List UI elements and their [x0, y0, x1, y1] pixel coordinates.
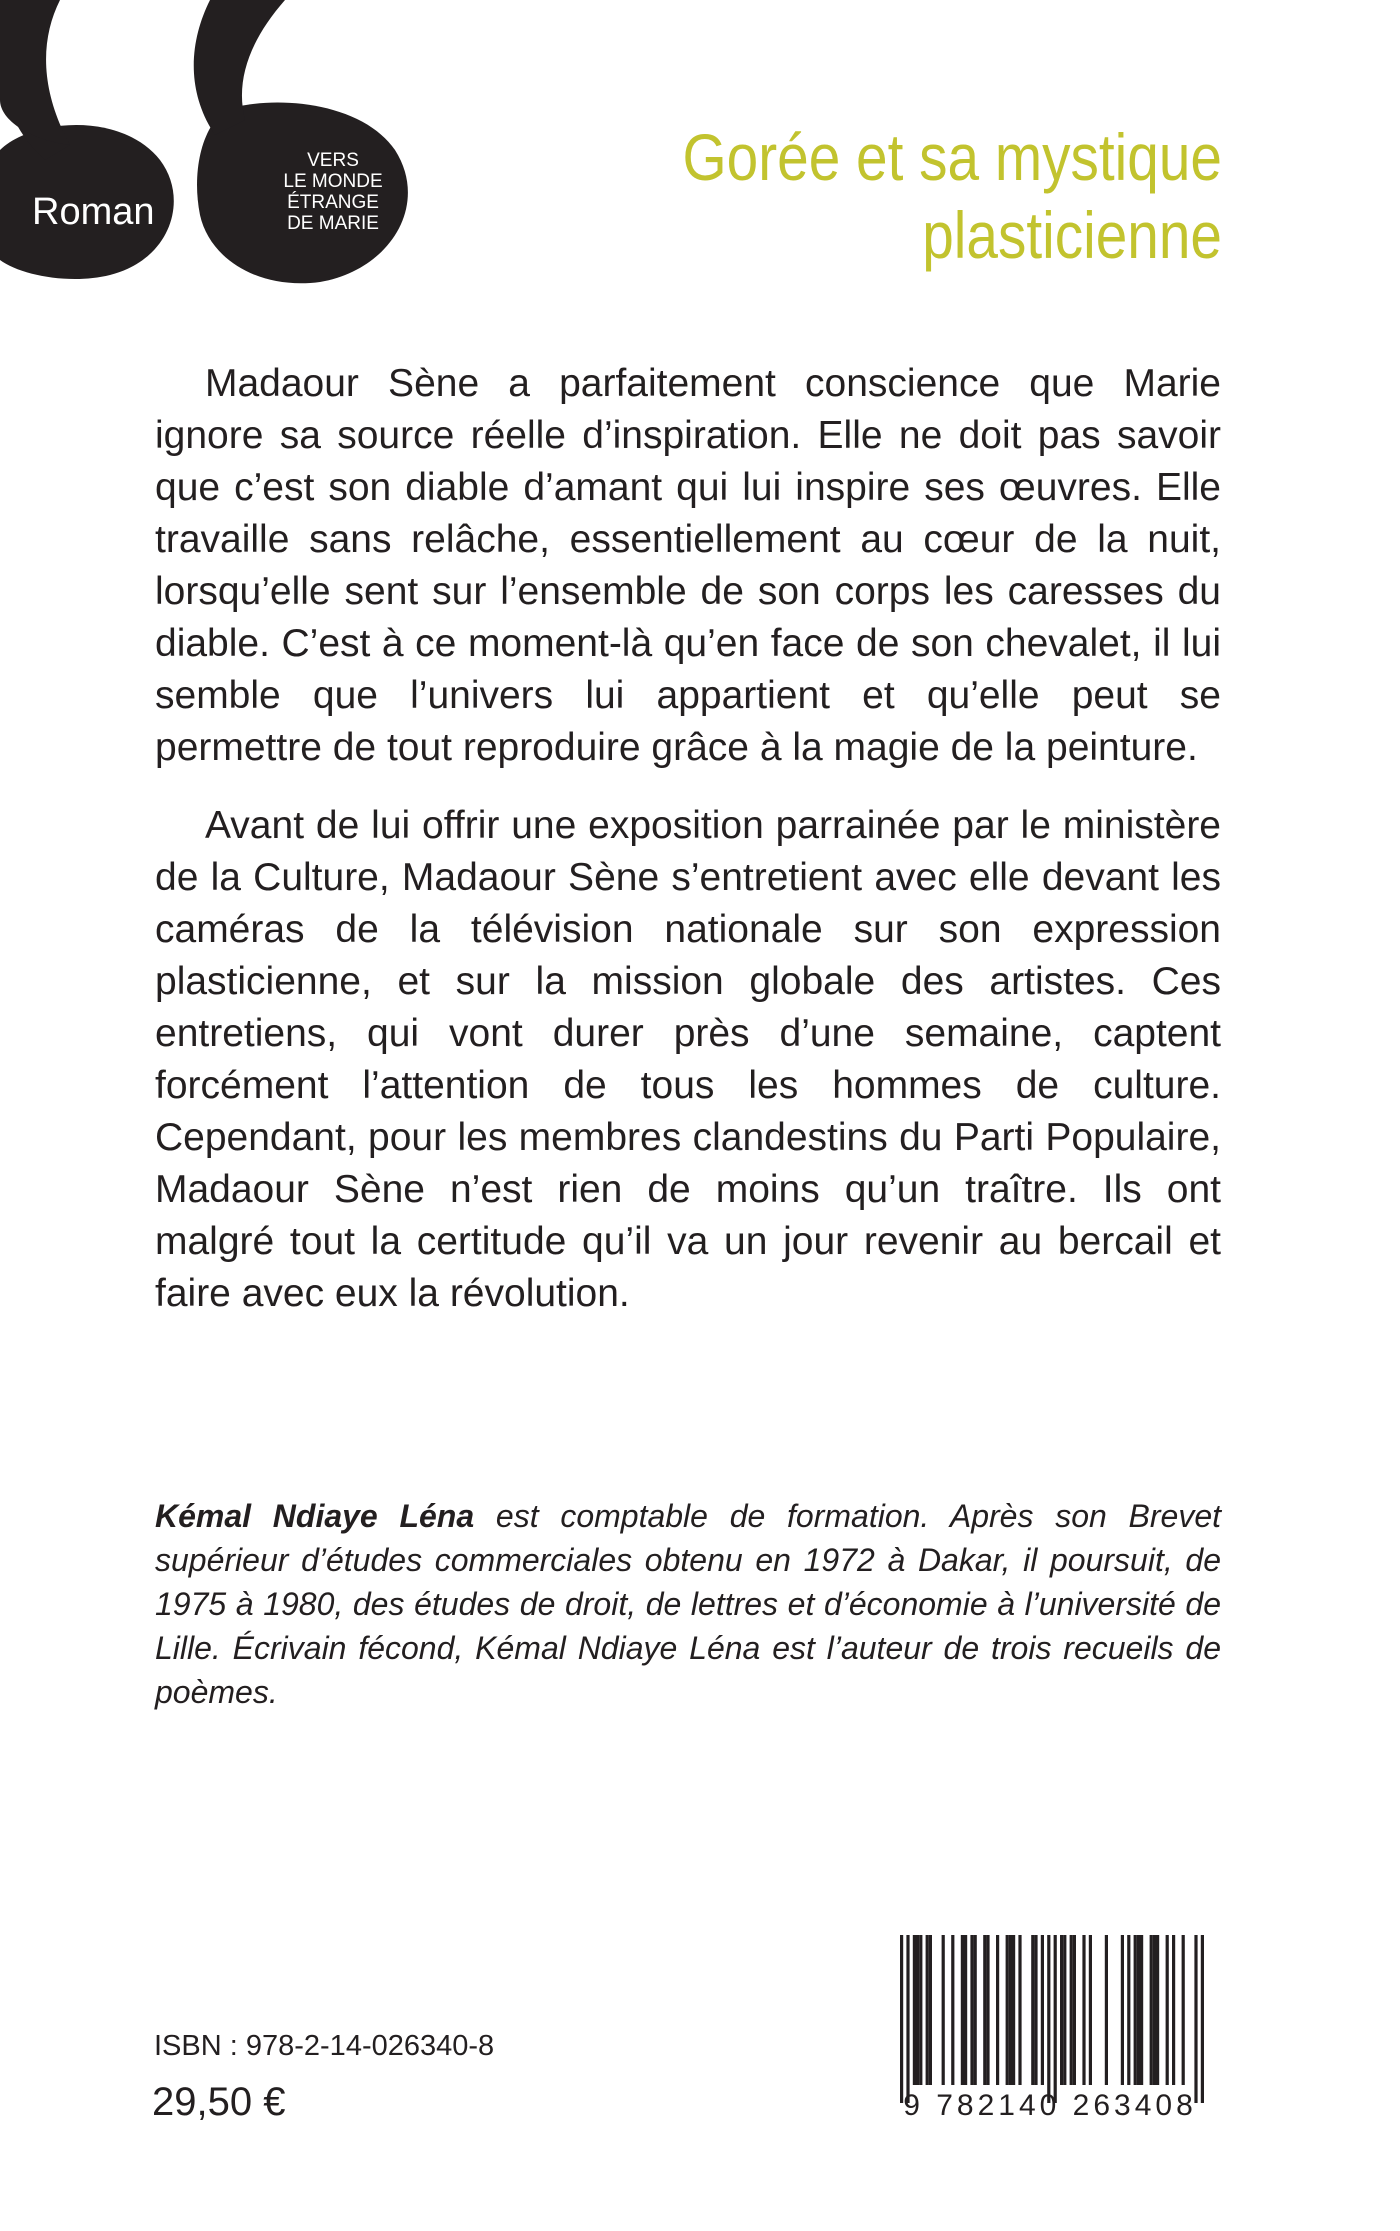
- barcode-digits: 9 782140 263408: [903, 2089, 1197, 2122]
- barcode-bar: [983, 1935, 986, 2085]
- barcode-bar: [986, 1935, 989, 2085]
- barcode-bar: [1137, 1935, 1140, 2085]
- barcode-bar: [974, 1935, 977, 2085]
- tagline-line: VERS: [307, 150, 359, 171]
- barcode-bar: [1070, 1935, 1073, 2085]
- barcode-bar: [1073, 1935, 1076, 2085]
- barcode-bar: [951, 1935, 954, 2085]
- barcode-bar: [1006, 1935, 1009, 2085]
- barcode-bar: [929, 1935, 932, 2085]
- tagline-line: ÉTRANGE: [287, 192, 379, 213]
- tagline-line: DE MARIE: [287, 213, 379, 234]
- price: 29,50 €: [152, 2080, 286, 2124]
- barcode-bar: [1060, 1935, 1063, 2085]
- barcode-bar: [1105, 1935, 1108, 2085]
- barcode-bar: [1140, 1935, 1143, 2085]
- book-title-line: plasticienne: [922, 198, 1222, 272]
- barcode-bar: [996, 1935, 999, 2085]
- barcode-bar: [970, 1935, 973, 2085]
- barcode-bar: [1054, 1935, 1057, 2103]
- barcode-bar: [961, 1935, 964, 2085]
- author-name: Kémal Ndiaye Léna: [155, 1498, 475, 1534]
- genre-label: Roman: [32, 191, 155, 233]
- synopsis: [155, 358, 1221, 1346]
- author-bio: [155, 1494, 1221, 1714]
- barcode-bar: [919, 1935, 922, 2085]
- barcode-bar: [1082, 1935, 1085, 2085]
- barcode-bar: [1018, 1935, 1021, 2085]
- barcode-bar: [1182, 1935, 1185, 2085]
- tagline-line: LE MONDE: [283, 171, 383, 192]
- barcode-bar: [1134, 1935, 1137, 2085]
- barcode-bar: [916, 1935, 919, 2085]
- barcode-bar: [1047, 1935, 1050, 2103]
- barcode-bar: [1194, 1935, 1197, 2103]
- author-bio-text: est comptable de formation. Après son Brevet supérieur d’études commerciales obtenu en 1972 à Dakar, il poursuit, de 1975 à 1980, des études de droit, de lettres et d’économie à l’université de Lille. Écrivain fécond, Kémal Ndiaye Léna est l’auteur de trois recueils de poèmes.: [155, 1498, 1222, 1710]
- barcode-bar: [1156, 1935, 1159, 2085]
- barcode-bar: [906, 1935, 909, 2103]
- tagline: [268, 150, 398, 234]
- barcode-bar: [1201, 1935, 1204, 2103]
- barcode-bar: [1127, 1935, 1130, 2085]
- synopsis-paragraph: Madaour Sène a parfaitement conscience que Marie ignore sa source réelle d’inspiration. Elle ne doit pas savoir que c’est son diable d’amant qui lui inspire ses œuvres. Elle travaille sans relâche, essentiellement au cœur de la nuit, lorsqu’elle sent sur l’ensemble de son corps les caresses du diable. C’est à ce moment-là qu’en face de son chevalet, il lui semble que l’univers lui appartient et qu’elle peut se permettre de tout reproduire grâce à la magie de la peinture.: [155, 362, 1221, 769]
- barcode-bar: [1121, 1935, 1124, 2085]
- barcode-bar: [913, 1935, 916, 2085]
- book-title-line: Gorée et sa mystique: [682, 120, 1222, 194]
- barcode-bar: [1041, 1935, 1044, 2085]
- barcode-bar: [926, 1935, 929, 2085]
- barcode-bar: [1012, 1935, 1015, 2085]
- barcode-bar: [1153, 1935, 1156, 2085]
- barcode-bar: [1089, 1935, 1092, 2085]
- barcode-bar: [1172, 1935, 1175, 2085]
- book-title: [568, 118, 1222, 274]
- barcode-bar: [942, 1935, 945, 2085]
- barcode-bar: [900, 1935, 903, 2103]
- isbn: ISBN : 978-2-14-026340-8: [154, 2030, 495, 2062]
- barcode-bar: [1063, 1935, 1066, 2085]
- barcode-bar: [964, 1935, 967, 2085]
- synopsis-paragraph: Avant de lui offrir une exposition parrainée par le ministère de la Culture, Madaour Sène s’entretient avec elle devant les caméras de la télévision nationale sur son expression plasticienne, et sur la mission globale des artistes. Ces entretiens, qui vont durer près d’une semaine, captent forcément l’attention de tous les hommes de culture. Cependant, pour les membres clandestins du Parti Populaire, Madaour Sène n’est rien de moins qu’un traître. Ils ont malgré tout la certitude qu’il va un jour revenir au bercail et faire avec eux la révolution.: [155, 804, 1221, 1315]
- barcode-bar: [1034, 1935, 1037, 2085]
- barcode-bar: [1150, 1935, 1153, 2085]
- barcode: [870, 1935, 1230, 2135]
- barcode-bar: [1009, 1935, 1012, 2085]
- quotation-mark-graphic: [0, 0, 420, 290]
- barcode-bar: [1031, 1935, 1034, 2085]
- barcode-bar: [1166, 1935, 1169, 2085]
